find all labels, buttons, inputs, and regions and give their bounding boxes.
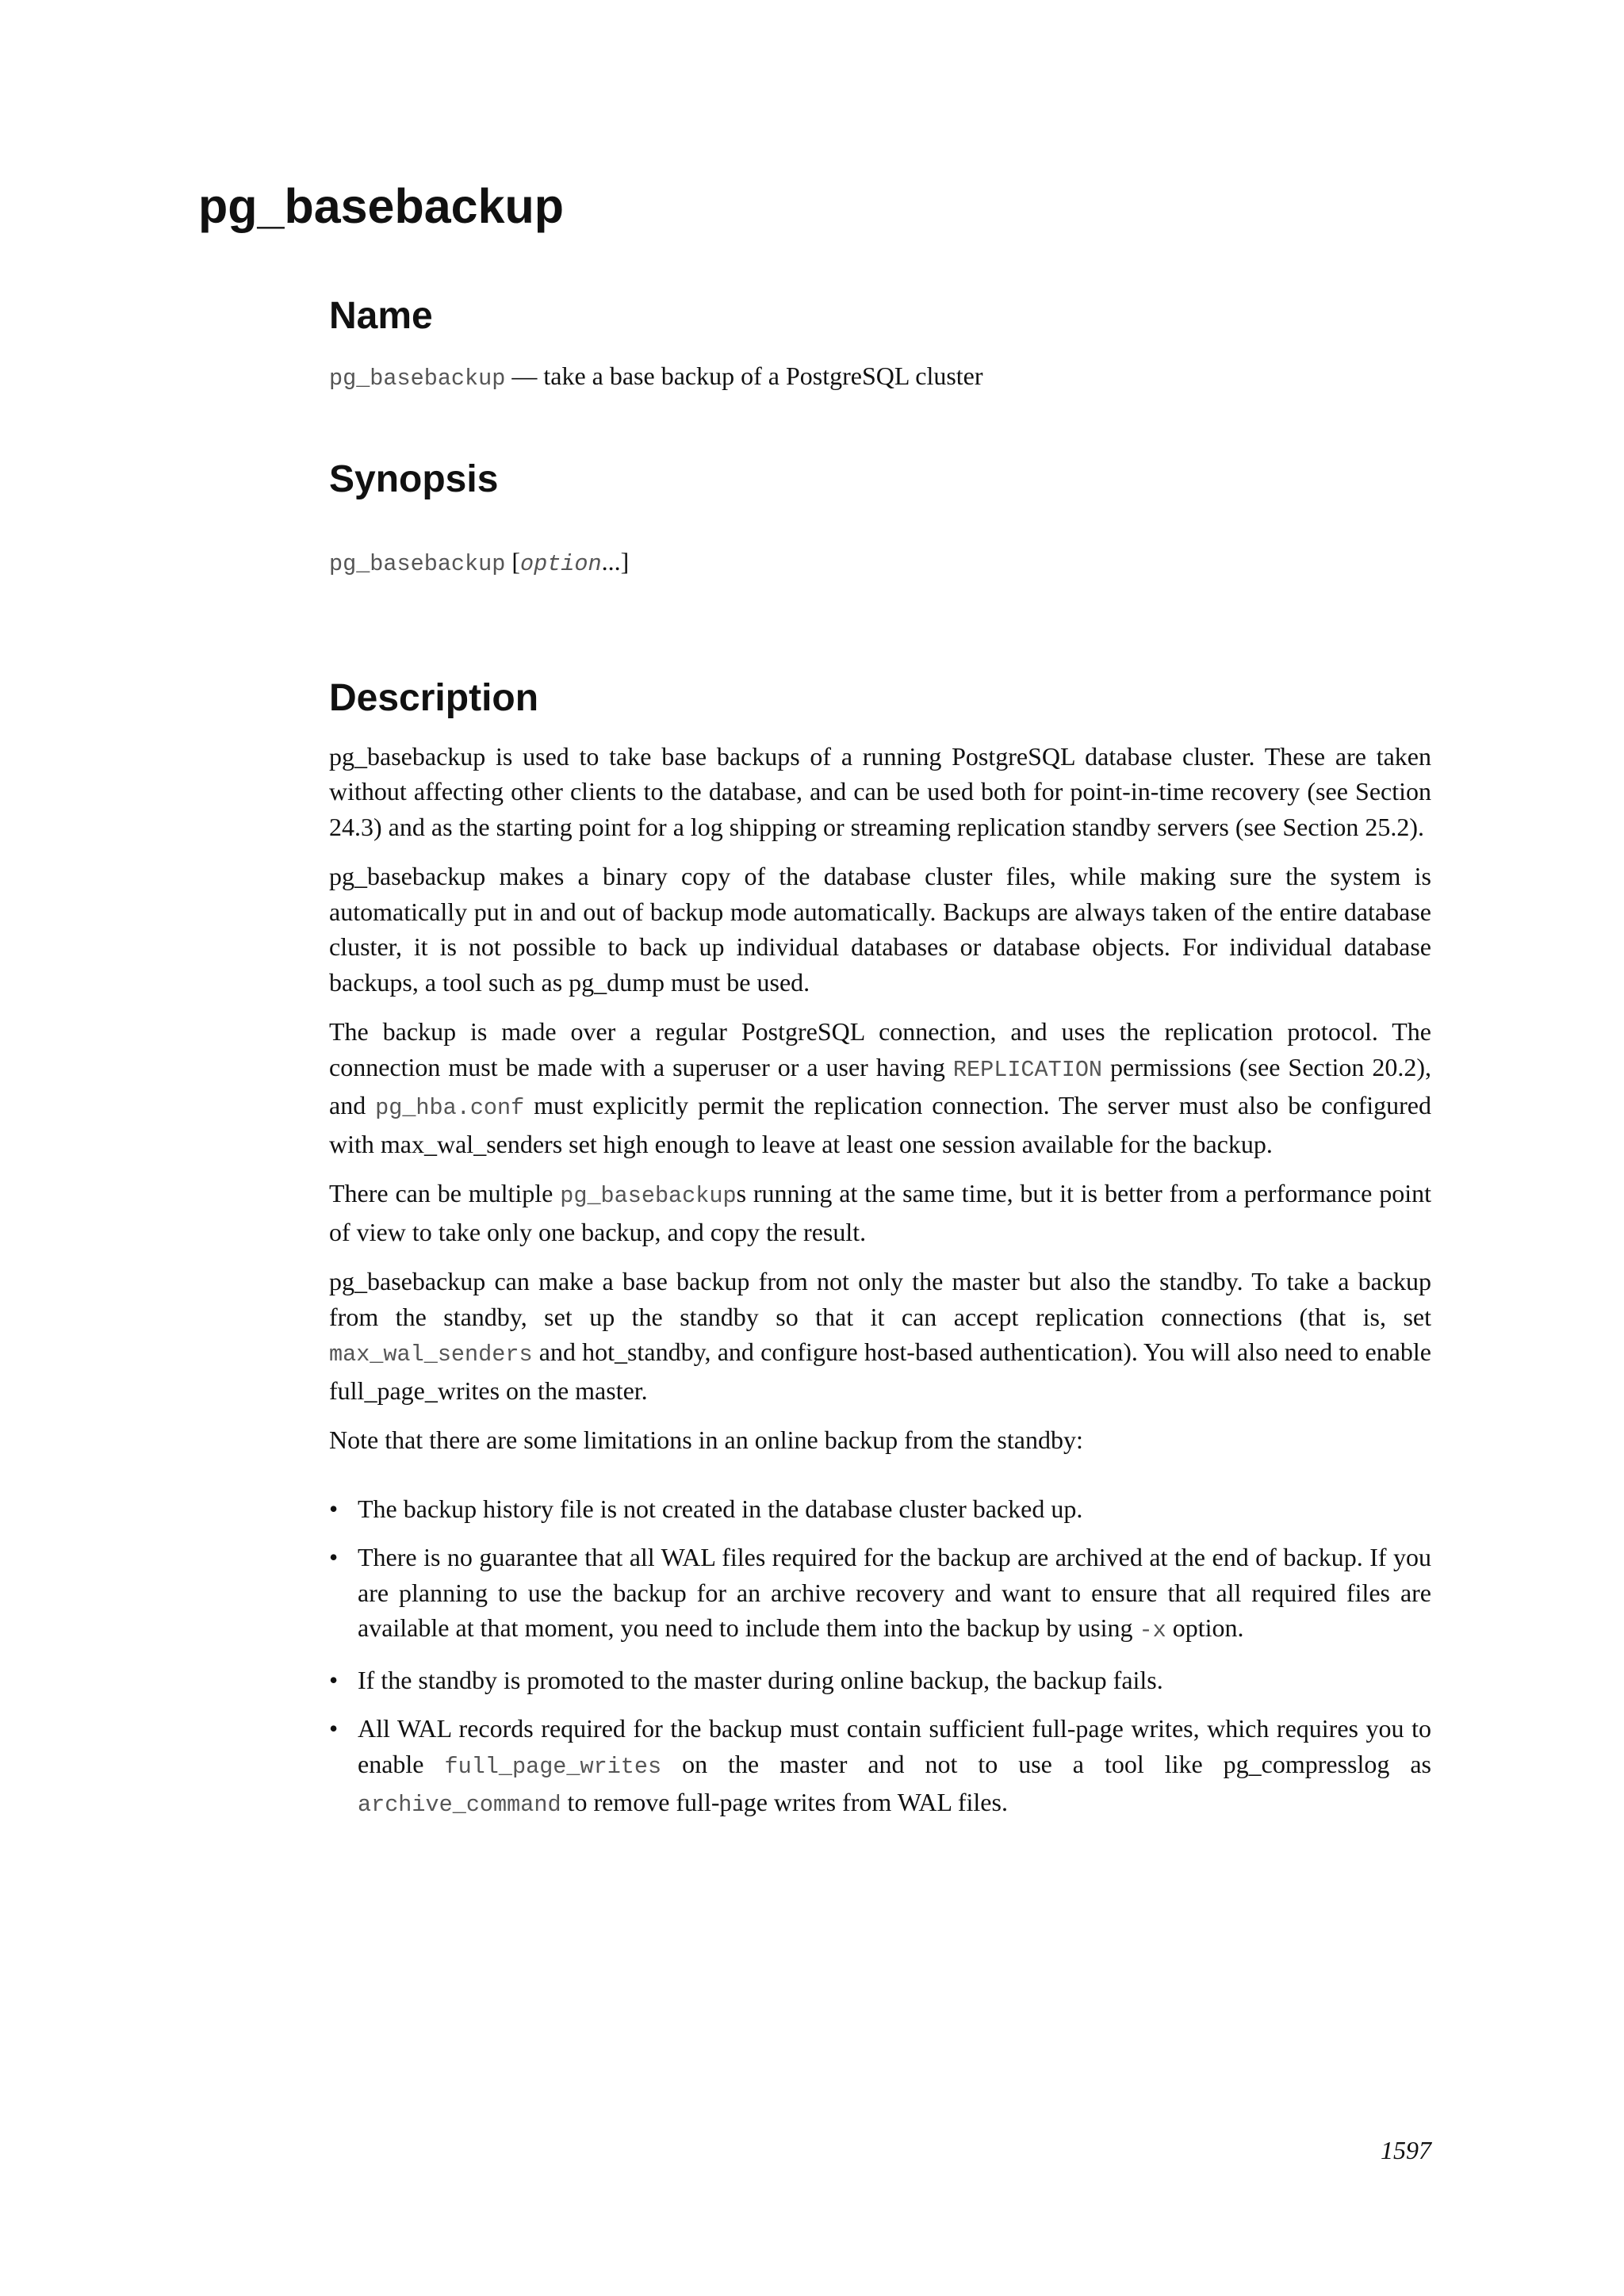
synopsis-section xyxy=(329,457,1431,582)
code-max-wal-senders: max_wal_senders xyxy=(329,1341,533,1368)
p3-text-b: permissions (see Section 20.2), and xyxy=(329,1052,1432,1120)
code-pg-hba-conf: pg_hba.conf xyxy=(375,1095,525,1122)
list-item xyxy=(329,1711,1431,1823)
synopsis-option: option xyxy=(520,550,602,577)
description-paragraph-2: pg_basebackup makes a binary copy of the database cluster files, while making sure the system is automatically put in and out of backup mode automatically. Backups are always taken of the entire database cluster, it is not possible to back up individual databases or database objects. For individual database backups, a tool such as pg_dump must be used. xyxy=(329,862,1431,997)
synopsis-close: ...] xyxy=(601,546,630,576)
description-heading: Description xyxy=(329,677,539,719)
list-item-text: The backup history file is not created in the database cluster backed up. xyxy=(358,1494,1083,1523)
description-paragraph-5 xyxy=(329,1264,1431,1408)
list-item xyxy=(329,1540,1431,1649)
limitations-list xyxy=(329,1491,1431,1823)
bullet-icon: • xyxy=(329,1543,339,1572)
description-section xyxy=(329,675,1431,1823)
p4-text-b: s running at the same time, but it is better from a performance point of view to take only one backup, and copy the result. xyxy=(329,1179,1432,1246)
name-section xyxy=(329,293,1431,396)
synopsis-command: pg_basebackup xyxy=(329,550,506,577)
list-item-text: If the standby is promoted to the master during online backup, the backup fails. xyxy=(358,1665,1163,1694)
code-replication: REPLICATION xyxy=(952,1056,1103,1083)
list-item-text: All WAL records required for the backup must contain sufficient full-page writes, which requires you to enable xyxy=(358,1714,1431,1778)
name-heading: Name xyxy=(329,295,433,337)
code-x-option: -x xyxy=(1139,1617,1166,1644)
code-archive-command: archive_command xyxy=(358,1792,561,1819)
p3-text-c: must explicitly permit the replication connection. The server must also be configured with max_wal_senders set high enough to leave at least one session available for the backup. xyxy=(329,1091,1431,1158)
name-summary: — take a base backup of a PostgreSQL cluster xyxy=(505,361,983,390)
description-paragraph-1: pg_basebackup is used to take base backups of a running PostgreSQL database cluster. These are taken without affecting other clients to the database, and can be used both for point-in-time recovery (see Section 24.3) and as the starting point for a log shipping or streaming replication standby servers (see Section 25.2). xyxy=(329,741,1431,841)
bullet-icon: • xyxy=(329,1665,339,1694)
p5-text-b: and hot_standby, and configure host-based authentication). You will also need to enable full_page_writes on the master. xyxy=(329,1337,1431,1405)
p3-text-a: The backup is made over a regular PostgreSQL connection, and uses the replication protocol. The connection must be made with a superuser or a user having xyxy=(329,1017,1431,1081)
page-number: 1597 xyxy=(1381,2136,1431,2164)
list-item xyxy=(329,1491,1431,1527)
p5-text-a: pg_basebackup can make a base backup from not only the master but also the standby. To take a backup from the standby, set up the standby so that it can accept replication connections (that is, set xyxy=(329,1267,1431,1331)
bullet-icon: • xyxy=(329,1714,339,1743)
list-item xyxy=(329,1663,1431,1698)
synopsis-line xyxy=(329,544,1431,583)
bullet-icon: • xyxy=(329,1494,339,1523)
code-full-page-writes: full_page_writes xyxy=(444,1753,662,1780)
name-line xyxy=(329,358,1431,397)
code-pg-basebackup: pg_basebackup xyxy=(560,1183,737,1210)
description-paragraph-4 xyxy=(329,1176,1431,1249)
p4-text-a: There can be multiple xyxy=(329,1179,561,1208)
synopsis-heading: Synopsis xyxy=(329,458,499,500)
name-command: pg_basebackup xyxy=(329,365,506,392)
page-title: pg_basebackup xyxy=(198,179,565,233)
description-paragraph-6: Note that there are some limitations in an online backup from the standby: xyxy=(329,1425,1083,1455)
list-item-text: on the master and not to use a tool like pg_compresslog as xyxy=(661,1749,1432,1778)
list-item-text: option. xyxy=(1166,1613,1244,1643)
list-item-text: There is no guarantee that all WAL files required for the backup are archived at the end of backup. If you are planning to use the backup for an archive recovery and want to ensure that all required files are available at that moment, you need to include them into the backup by using xyxy=(358,1543,1431,1643)
description-paragraph-3 xyxy=(329,1014,1431,1161)
list-item-text: to remove full-page writes from WAL files. xyxy=(561,1788,1008,1817)
synopsis-bracket: [ xyxy=(505,546,520,576)
